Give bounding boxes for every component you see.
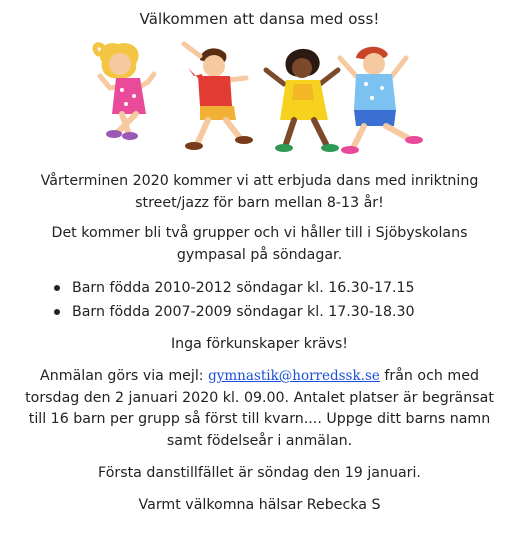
bullet-icon: [54, 285, 60, 291]
page-title: Välkommen att dansa med oss!: [139, 10, 380, 28]
list-item: [52, 276, 415, 300]
group-list: [52, 276, 415, 324]
first-session-paragraph: Första danstillfället är söndag den 19 januari.: [98, 465, 421, 481]
dancing-children-illustration: [88, 40, 428, 170]
registration-paragraph: [16, 366, 503, 452]
group-text: Barn födda 2007-2009 söndagar kl. 17.30-18.30: [72, 304, 415, 320]
list-item: [52, 300, 415, 324]
intro-paragraph: Vårterminen 2020 kommer vi att erbjuda dans med inriktning street/jazz för barn mellan 8-13 år!: [40, 173, 479, 211]
group-text: Barn födda 2010-2012 söndagar kl. 16.30-17.15: [72, 280, 415, 296]
child-pink-dancer: [95, 43, 154, 140]
registration-suffix: från och med torsdag den 2 januari 2020 kl. 09.00. Antalet platser är begränsat till 16 barn per grupp så först till kvarn.... Uppge ditt barns namn samt födelseår i anmälan.: [25, 368, 494, 449]
location-paragraph: Det kommer bli två grupper och vi håller till i Sjöbyskolans gympasal på söndagar.: [51, 225, 468, 263]
signature: Varmt välkomna hälsar Rebecka S: [138, 497, 381, 513]
email-link[interactable]: gymnastik@horredssk.se: [208, 368, 380, 384]
bullet-icon: [54, 309, 60, 315]
no-experience-paragraph: Inga förkunskaper krävs!: [170, 336, 348, 352]
registration-prefix: Anmälan görs via mejl:: [40, 368, 209, 384]
child-red-dancer: [184, 44, 253, 150]
child-blue-dancer: [340, 47, 423, 154]
child-yellow-dancer: [266, 49, 339, 152]
